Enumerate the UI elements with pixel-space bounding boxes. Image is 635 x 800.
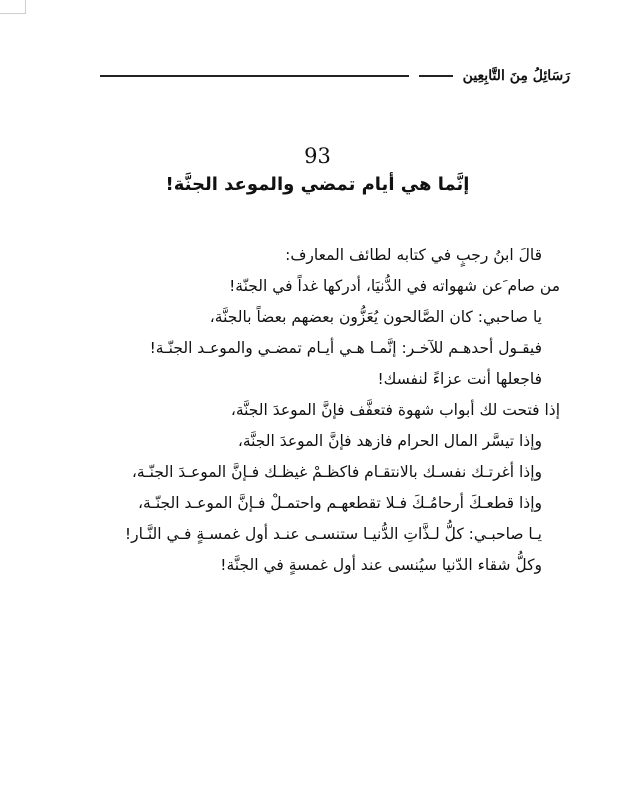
body-text	[80, 240, 560, 581]
paragraph: إذا فتحت لك أبواب شهوة فتعفَّف فإنَّ الموعدَ الجنَّة،	[230, 401, 560, 419]
header-dash	[419, 75, 453, 77]
section-number: 93	[304, 144, 331, 168]
paragraph: يا صاحبي: كان الصَّالحون يُعَزُّون بعضهم بعضاً بالجنَّة،	[209, 308, 542, 326]
paragraph: من صام َعن شهواته في الدُّنيَا، أدركها غداً في الجنّة!	[229, 277, 560, 295]
paragraph: قالَ ابنُ رجبٍ في كتابه لطائف المعارف:	[285, 246, 542, 264]
running-header	[100, 66, 570, 86]
paragraph: وإذا تيسَّر المال الحرام فازهد فإنَّ الموعدَ الجنَّة،	[237, 432, 542, 450]
paragraph: يـا صاحبـي: كلُّ لـذَّاتِ الدُّنيـا ستنسـى عنـد أول غمسـةٍ فـي النَّـار!	[124, 525, 542, 543]
page-corner-border	[0, 0, 26, 14]
paragraph: وإذا قطعـكَ أرحامُـكَ فـلا تقطعهـم واحتمـلْ فـإنَّ الموعـد الجنّـة،	[137, 494, 542, 512]
paragraph: فيقـول أحدهـم للآخـر: إنَّمـا هـي أيـام تمضـي والموعـد الجنّـة!	[149, 339, 542, 357]
paragraph: وإذا أغرتـك نفسـك بالانتقـام فاكظـمْ غيظـك فـإنَّ الموعـدَ الجنّـة،	[131, 463, 542, 481]
paragraph: فاجعلها أنت عزاءً لنفسك!	[377, 370, 542, 388]
header-rule	[100, 75, 409, 77]
book-title: رَسَائِلُ مِنَ التَّابِعِين	[462, 68, 570, 84]
section-title: إنَّما هي أيام تمضي والموعد الجنَّة!	[165, 174, 470, 195]
paragraph: وكلُّ شقاء الدّنيا سيُنسى عند أول غمسةٍ في الجنَّة!	[220, 556, 542, 574]
